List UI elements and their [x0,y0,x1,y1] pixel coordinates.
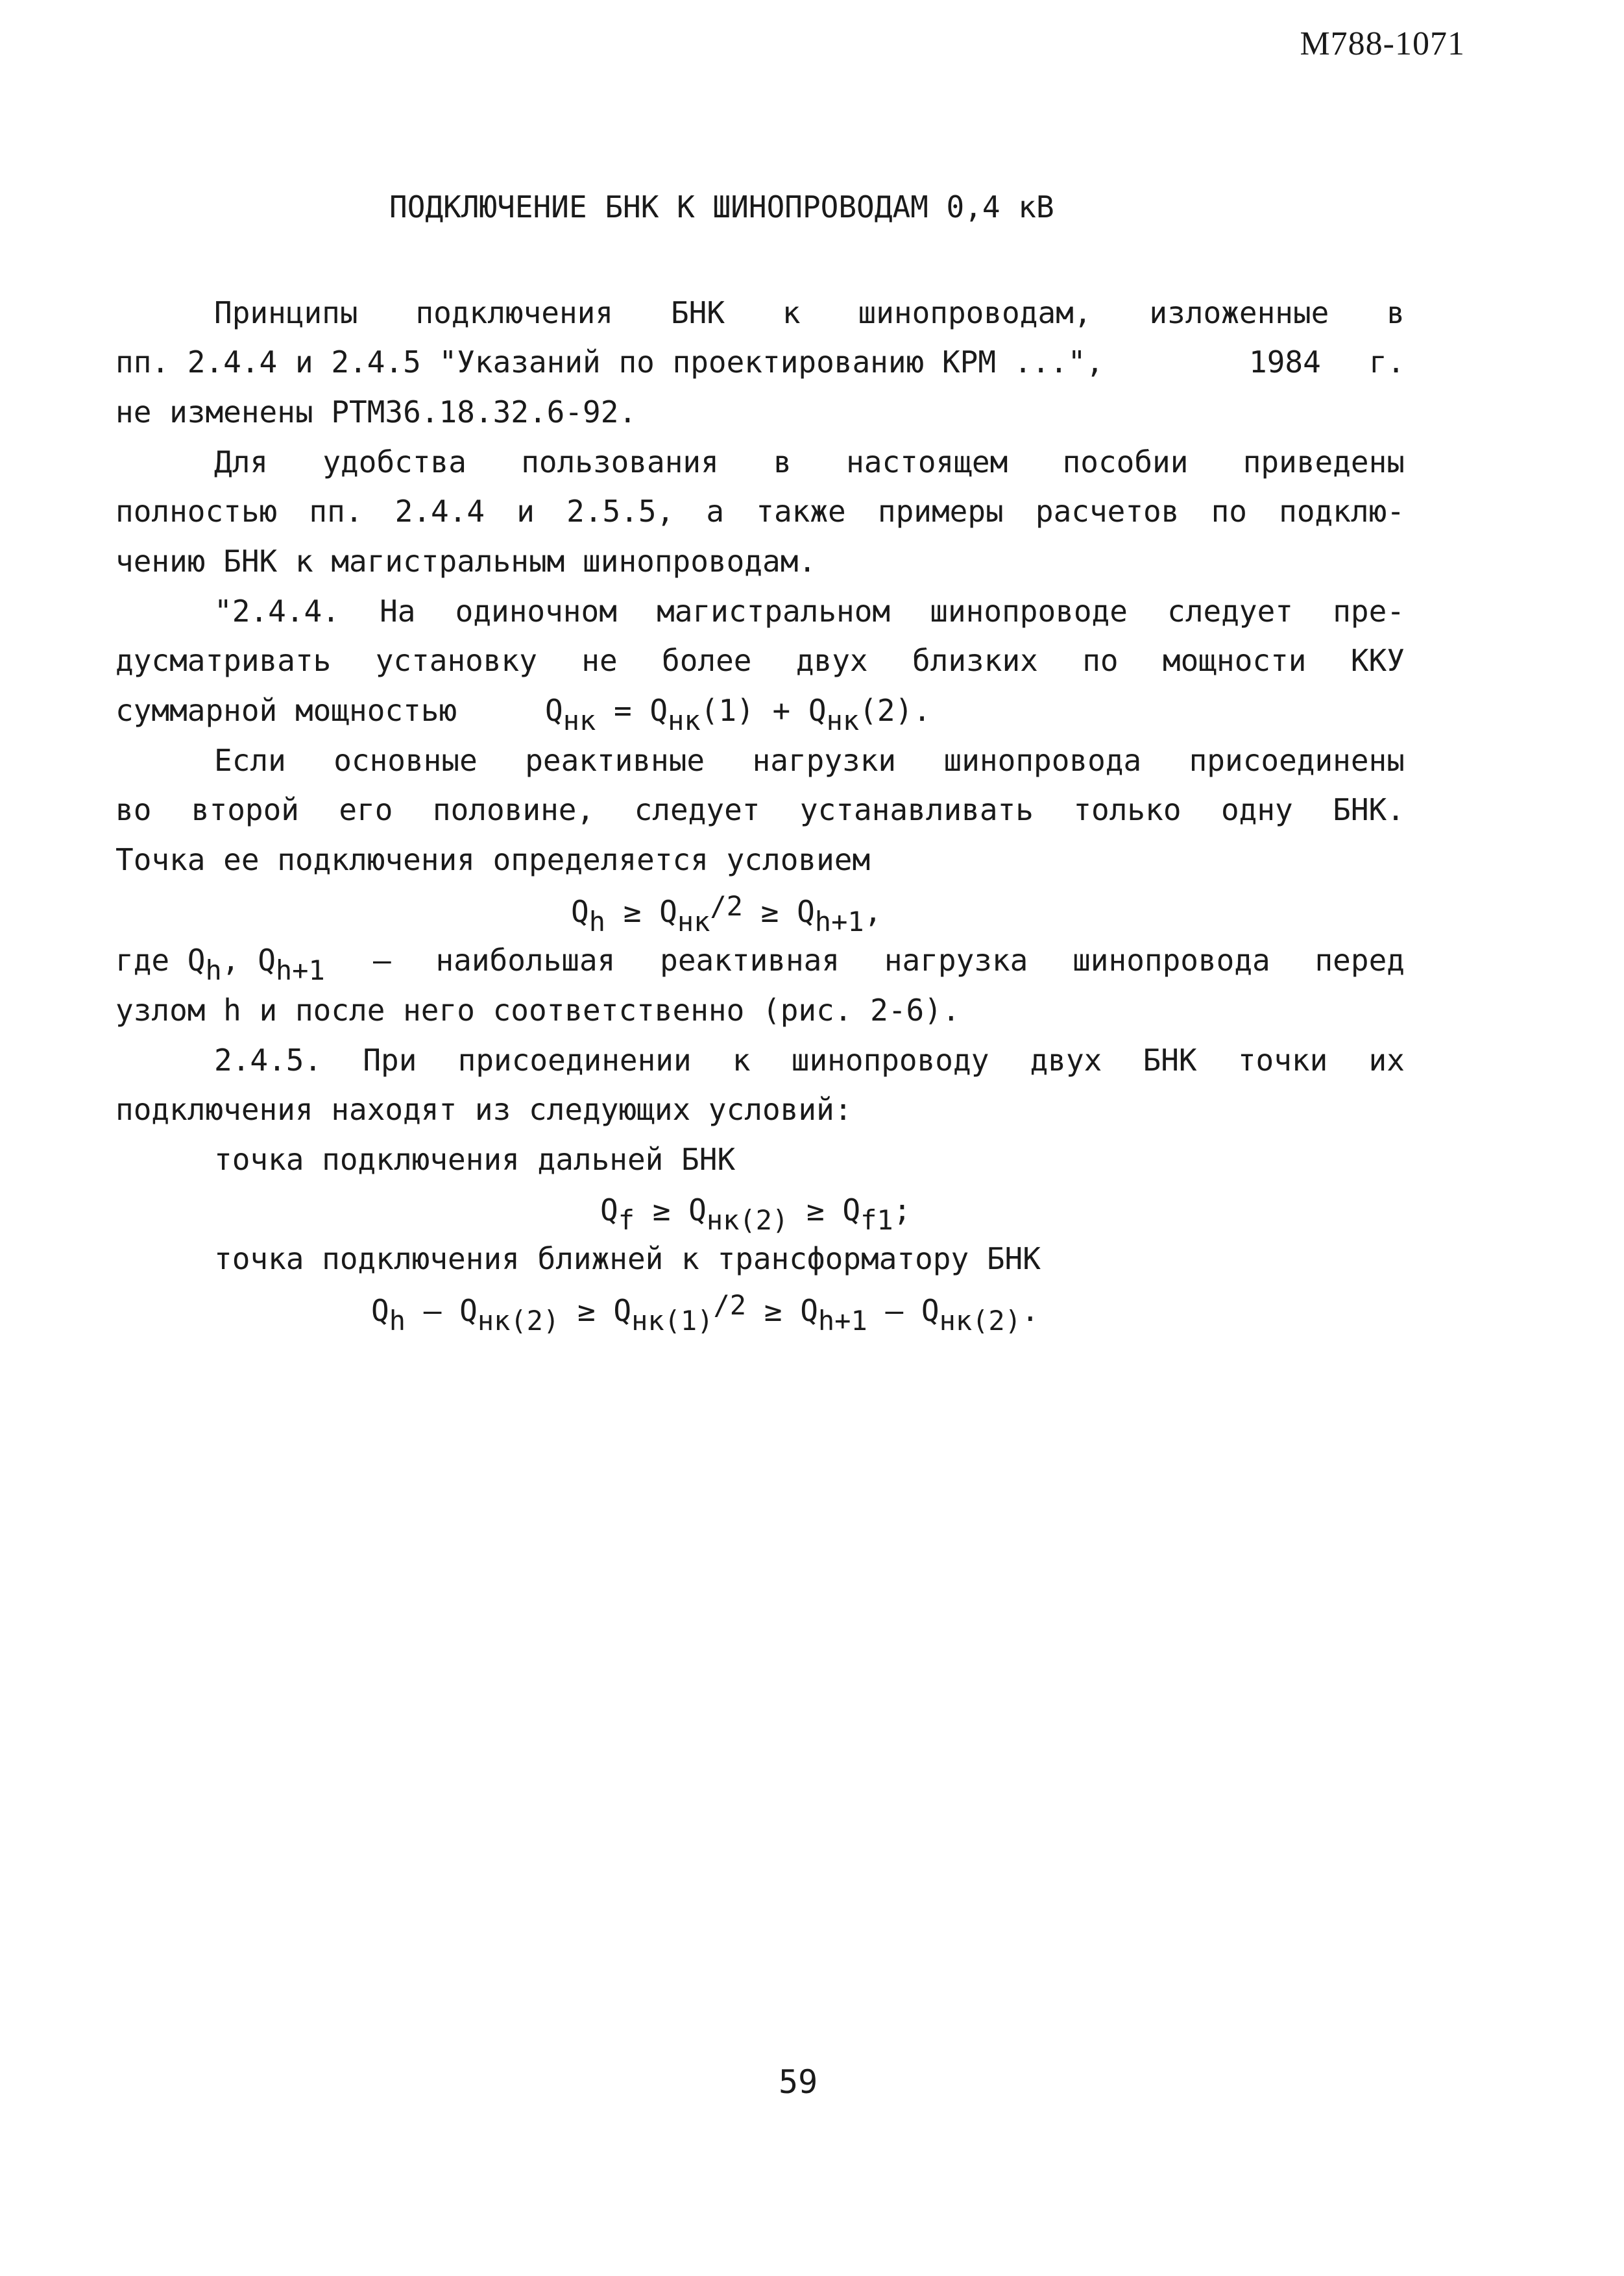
paragraph-1-year: 1984 [1249,345,1321,380]
formula-subscript: нк(2) [939,1305,1021,1337]
formula-q: Q [842,1192,861,1228]
word: и [516,494,535,529]
paragraph-6-line-1 [214,1041,1405,1080]
paragraph-1-line-1 [214,293,1405,332]
word: к [782,295,801,330]
word: перед [1315,943,1405,978]
paragraph-4-line-2 [115,790,1405,829]
word: двух [795,643,868,678]
word: следует [1167,594,1293,629]
formula-argument: (1) [700,693,755,728]
formula-q: Q [688,1192,707,1228]
formula-ge: ≥ [577,1293,596,1328]
word: подключения [415,295,614,330]
formula-subscript: нк(2) [477,1305,560,1337]
formula-subscript: h+1 [275,954,325,986]
paragraph-2-line-3: чению БНК к магистральным шинопроводам. [115,544,817,579]
word: расчетов [1035,494,1180,529]
word: шинопровода [1073,943,1270,978]
word: где [115,943,170,978]
formula-minus: – [885,1293,904,1328]
word: – [373,943,391,978]
word: только [1073,792,1182,827]
formula-subscript: f1 [860,1204,893,1236]
formula-near-bnk-condition [371,1289,1039,1337]
paragraph-5-lead: где Qh, Qh+1 [115,943,325,986]
formula-comma: , [864,894,882,929]
formula-ge: ≥ [806,1192,825,1228]
formula-q: Q [613,1293,632,1328]
word: БНК. [1333,792,1405,827]
formula-subscript: h+1 [818,1305,867,1337]
word: реактивная [660,943,840,978]
formula-semicolon: ; [893,1192,912,1228]
formula-subscript: h+1 [814,906,864,938]
word: ККУ [1350,643,1405,678]
word: во [115,792,152,827]
word: На [380,594,416,629]
paragraph-3-line-3-text: суммарной мощностью [115,693,457,728]
formula-ge: ≥ [652,1192,671,1228]
word: в [773,444,792,479]
paragraph-3-line-1 [214,592,1405,631]
formula-q: Q [545,693,563,728]
paragraph-2-line-1 [214,442,1405,481]
formula-subscript: нк(1) [631,1305,714,1337]
word: настоящем [846,444,1008,479]
word: по [1082,643,1119,678]
formula-subscript: нк [668,705,701,736]
formula-equals: = [613,693,632,728]
paragraph-6-line-3: точка подключения дальней БНК [214,1142,736,1177]
formula-q: Q [659,894,677,929]
formula-ge: ≥ [760,894,779,929]
word: 2.5.5, [566,494,675,529]
paragraph-3-line-2 [115,641,1405,680]
formula-q: Q [371,1293,389,1328]
paragraph-1-line-2a: пп. 2.4.4 и 2.4.5 "Указаний по проектированию КРМ ...", [115,345,1104,380]
formula-plus: + [772,693,791,728]
word: наибольшая [435,943,616,978]
word: БНК [1143,1043,1197,1078]
word: основные [333,743,478,778]
word: подклю- [1279,494,1405,529]
word: близких [912,643,1038,678]
word: шинопроводам, [858,295,1092,330]
word: приведены [1242,444,1405,479]
word: установку [375,643,537,678]
word: а [706,494,725,529]
word: пользования [521,444,719,479]
word: его [339,792,393,827]
word: магистральном [657,594,891,629]
word: следует [634,792,760,827]
formula-subscript: нк [826,705,860,736]
word: изложенные [1149,295,1329,330]
section-title: ПОДКЛЮЧЕНИЕ БНК К ШИНОПРОВОДАМ 0,4 кВ [389,189,1054,224]
formula-subscript: h [588,906,605,938]
word: их [1368,1043,1405,1078]
formula-q: Q [187,943,206,978]
paragraph-4-line-3: Точка ее подключения определяется условием [115,842,871,877]
word: реактивные [525,743,705,778]
word: одну [1220,792,1293,827]
word: более [662,643,752,678]
word: "2.4.4. [214,594,340,629]
formula-q: Q [921,1293,939,1328]
formula-argument: (2). [859,693,931,728]
formula-q: Q [797,894,815,929]
word: второй [191,792,299,827]
word: мощности [1162,643,1307,678]
paragraph-2-line-2 [115,492,1405,531]
word: 2.4.4 [394,494,485,529]
word: присоединении [457,1043,692,1078]
formula-division: /2 [713,1289,747,1321]
formula-q: Q [600,1192,618,1228]
word: шинопроводе [930,594,1128,629]
word: нагрузка [884,943,1028,978]
word: БНК [670,295,725,330]
paragraph-1-year-unit: г. [1369,345,1405,380]
word: пп. [309,494,363,529]
paragraph-4-line-1 [214,741,1405,780]
formula-minus: – [423,1293,442,1328]
word: удобства [322,444,467,479]
word: шинопроводу [791,1043,989,1078]
word: не [581,643,618,678]
word: пособии [1062,444,1189,479]
word: При [363,1043,417,1078]
formula-total-power [545,691,931,736]
word: Принципы [214,295,358,330]
formula-subscript: нк [563,705,596,736]
paragraph-5-line-1 [373,941,1405,980]
formula-dot: . [1021,1293,1039,1328]
formula-ge: ≥ [764,1293,782,1328]
word: по [1211,494,1247,529]
word: нагрузки [752,743,897,778]
formula-subscript: нк [677,906,710,938]
formula-q: Q [808,693,827,728]
formula-division: /2 [710,890,743,922]
word: примеры [877,494,1004,529]
formula-subscript: f [618,1204,635,1236]
word: Для [214,444,269,479]
word: точки [1237,1043,1328,1078]
word: половине, [432,792,595,827]
formula-subscript: нк(2) [706,1204,789,1236]
formula-far-bnk-condition [600,1191,912,1236]
word: также [756,494,846,529]
word: дусматривать [115,643,332,678]
formula-q: Q [800,1293,818,1328]
word: одиночном [455,594,617,629]
word: полностью [115,494,278,529]
formula-single-bnk-condition [571,890,882,938]
word: 2.4.5. [214,1043,322,1078]
formula-subscript: h [389,1305,406,1337]
paragraph-5-line-2: узлом h и после него соответственно (рис. 2-6). [115,993,960,1028]
word: шинопровода [943,743,1142,778]
formula-q: Q [571,894,589,929]
formula-q: Q [258,943,276,978]
formula-q: Q [649,693,668,728]
document-code: М788-1071 [1300,25,1465,62]
paragraph-6-line-2: подключения находят из следующих условий: [115,1092,853,1127]
word: присоединены [1189,743,1405,778]
word: к [732,1043,751,1078]
formula-subscript: h [205,954,222,986]
word: пре- [1333,594,1405,629]
paragraph-1-line-3: не изменены РТМ36.18.32.6-92. [115,394,637,430]
formula-q: Q [459,1293,478,1328]
word: в [1387,295,1405,330]
word: Если [214,743,286,778]
paragraph-7-line-1: точка подключения ближней к трансформатору БНК [214,1241,1041,1276]
word: двух [1030,1043,1102,1078]
word: устанавливать [799,792,1034,827]
page-number: 59 [779,2063,818,2101]
formula-ge: ≥ [623,894,642,929]
